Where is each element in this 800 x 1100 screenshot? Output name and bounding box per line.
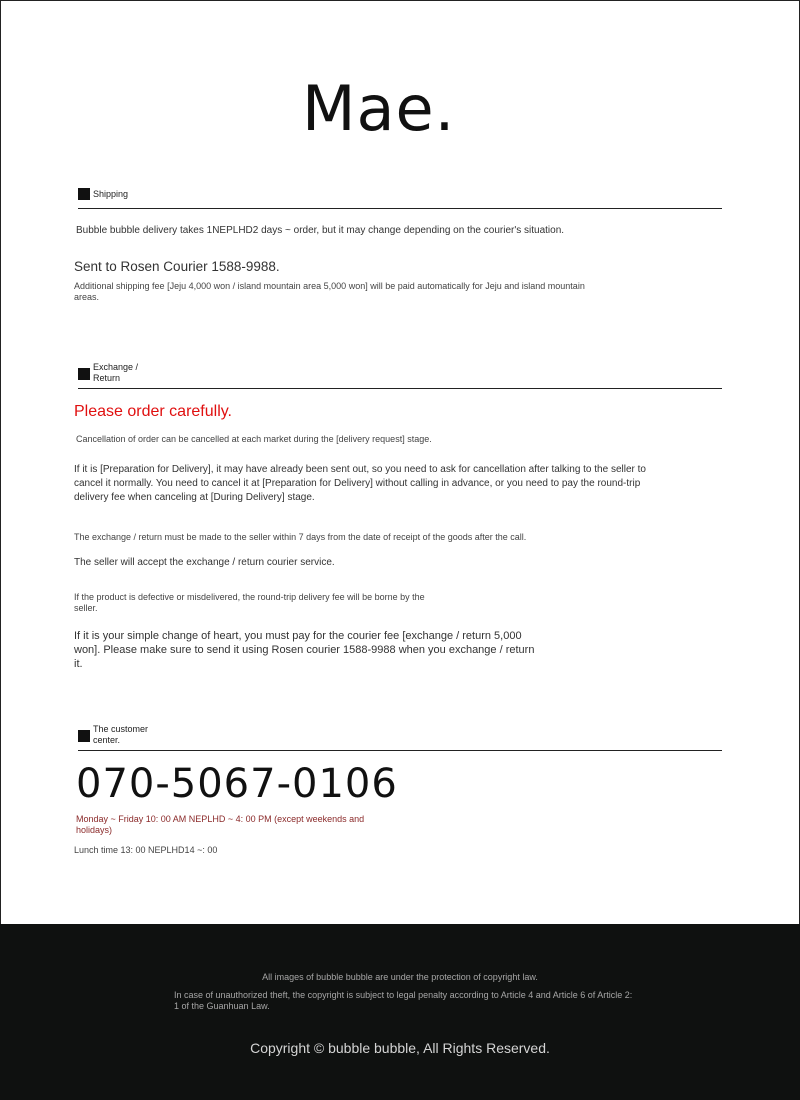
customer-heading: The customer center. (93, 724, 149, 745)
square-bullet-icon (78, 188, 90, 200)
shipping-fee-note: Additional shipping fee [Jeju 4,000 won / island mountain area 5,000 won] will be paid automatically for Jeju and island mountain areas. (74, 281, 585, 302)
preparation-note: If it is [Preparation for Delivery], it may have already been sent out, so you need to ask for cancellation after talking to the seller to cancel it normally. You need to cancel it at [Preparation for Delivery] without calling in advance, or you need to pay the round-trip delivery fee when canceling at [During Delivery] stage. (74, 464, 646, 503)
exchange-heading: Exchange / Return (93, 362, 139, 383)
cancel-note: Cancellation of order can be cancelled at each market during the [delivery request] stage. (76, 434, 432, 444)
copyright-protection-text: All images of bubble bubble are under the protection of copyright law. (262, 972, 538, 982)
square-bullet-icon (78, 730, 90, 742)
business-hours: Monday ~ Friday 10: 00 AM NEPLHD ~ 4: 00 PM (except weekends and holidays) (76, 814, 365, 835)
shipping-heading: Shipping (93, 189, 129, 199)
order-warning: Please order carefully. (74, 403, 232, 420)
customer-section-header (78, 722, 722, 751)
defective-note: If the product is defective or misdelivered, the round-trip delivery fee will be borne by the seller. (74, 592, 425, 613)
square-bullet-icon (78, 368, 90, 380)
customer-phone-number: 070-5067-0106 (76, 761, 398, 807)
shipping-section-header (78, 186, 722, 209)
brand-title: Mae. (302, 72, 456, 145)
return-deadline-text: The exchange / return must be made to the seller within 7 days from the date of receipt of the goods after the call. (74, 532, 527, 542)
page-footer (0, 924, 800, 1100)
exchange-section-header (78, 360, 722, 389)
shipping-courier-text: Sent to Rosen Courier 1588-9988. (74, 259, 280, 274)
legal-penalty-text: In case of unauthorized theft, the copyright is subject to legal penalty according to Article 4 and Article 6 of Article 2: 1 of the Guanhuan Law. (174, 990, 633, 1011)
shipping-duration-text: Bubble bubble delivery takes 1NEPLHD2 days ~ order, but it may change depending on the courier's situation. (76, 225, 565, 236)
return-service-text: The seller will accept the exchange / return courier service. (74, 557, 335, 568)
lunch-time: Lunch time 13: 00 NEPLHD14 ~: 00 (74, 845, 218, 855)
copyright-notice: Copyright © bubble bubble, All Rights Reserved. (250, 1040, 550, 1056)
change-of-heart-note: If it is your simple change of heart, you must pay for the courier fee [exchange / return 5,000 won]. Please make sure to send it using Rosen courier 1588-9988 when you exchange / return it. (74, 630, 535, 670)
